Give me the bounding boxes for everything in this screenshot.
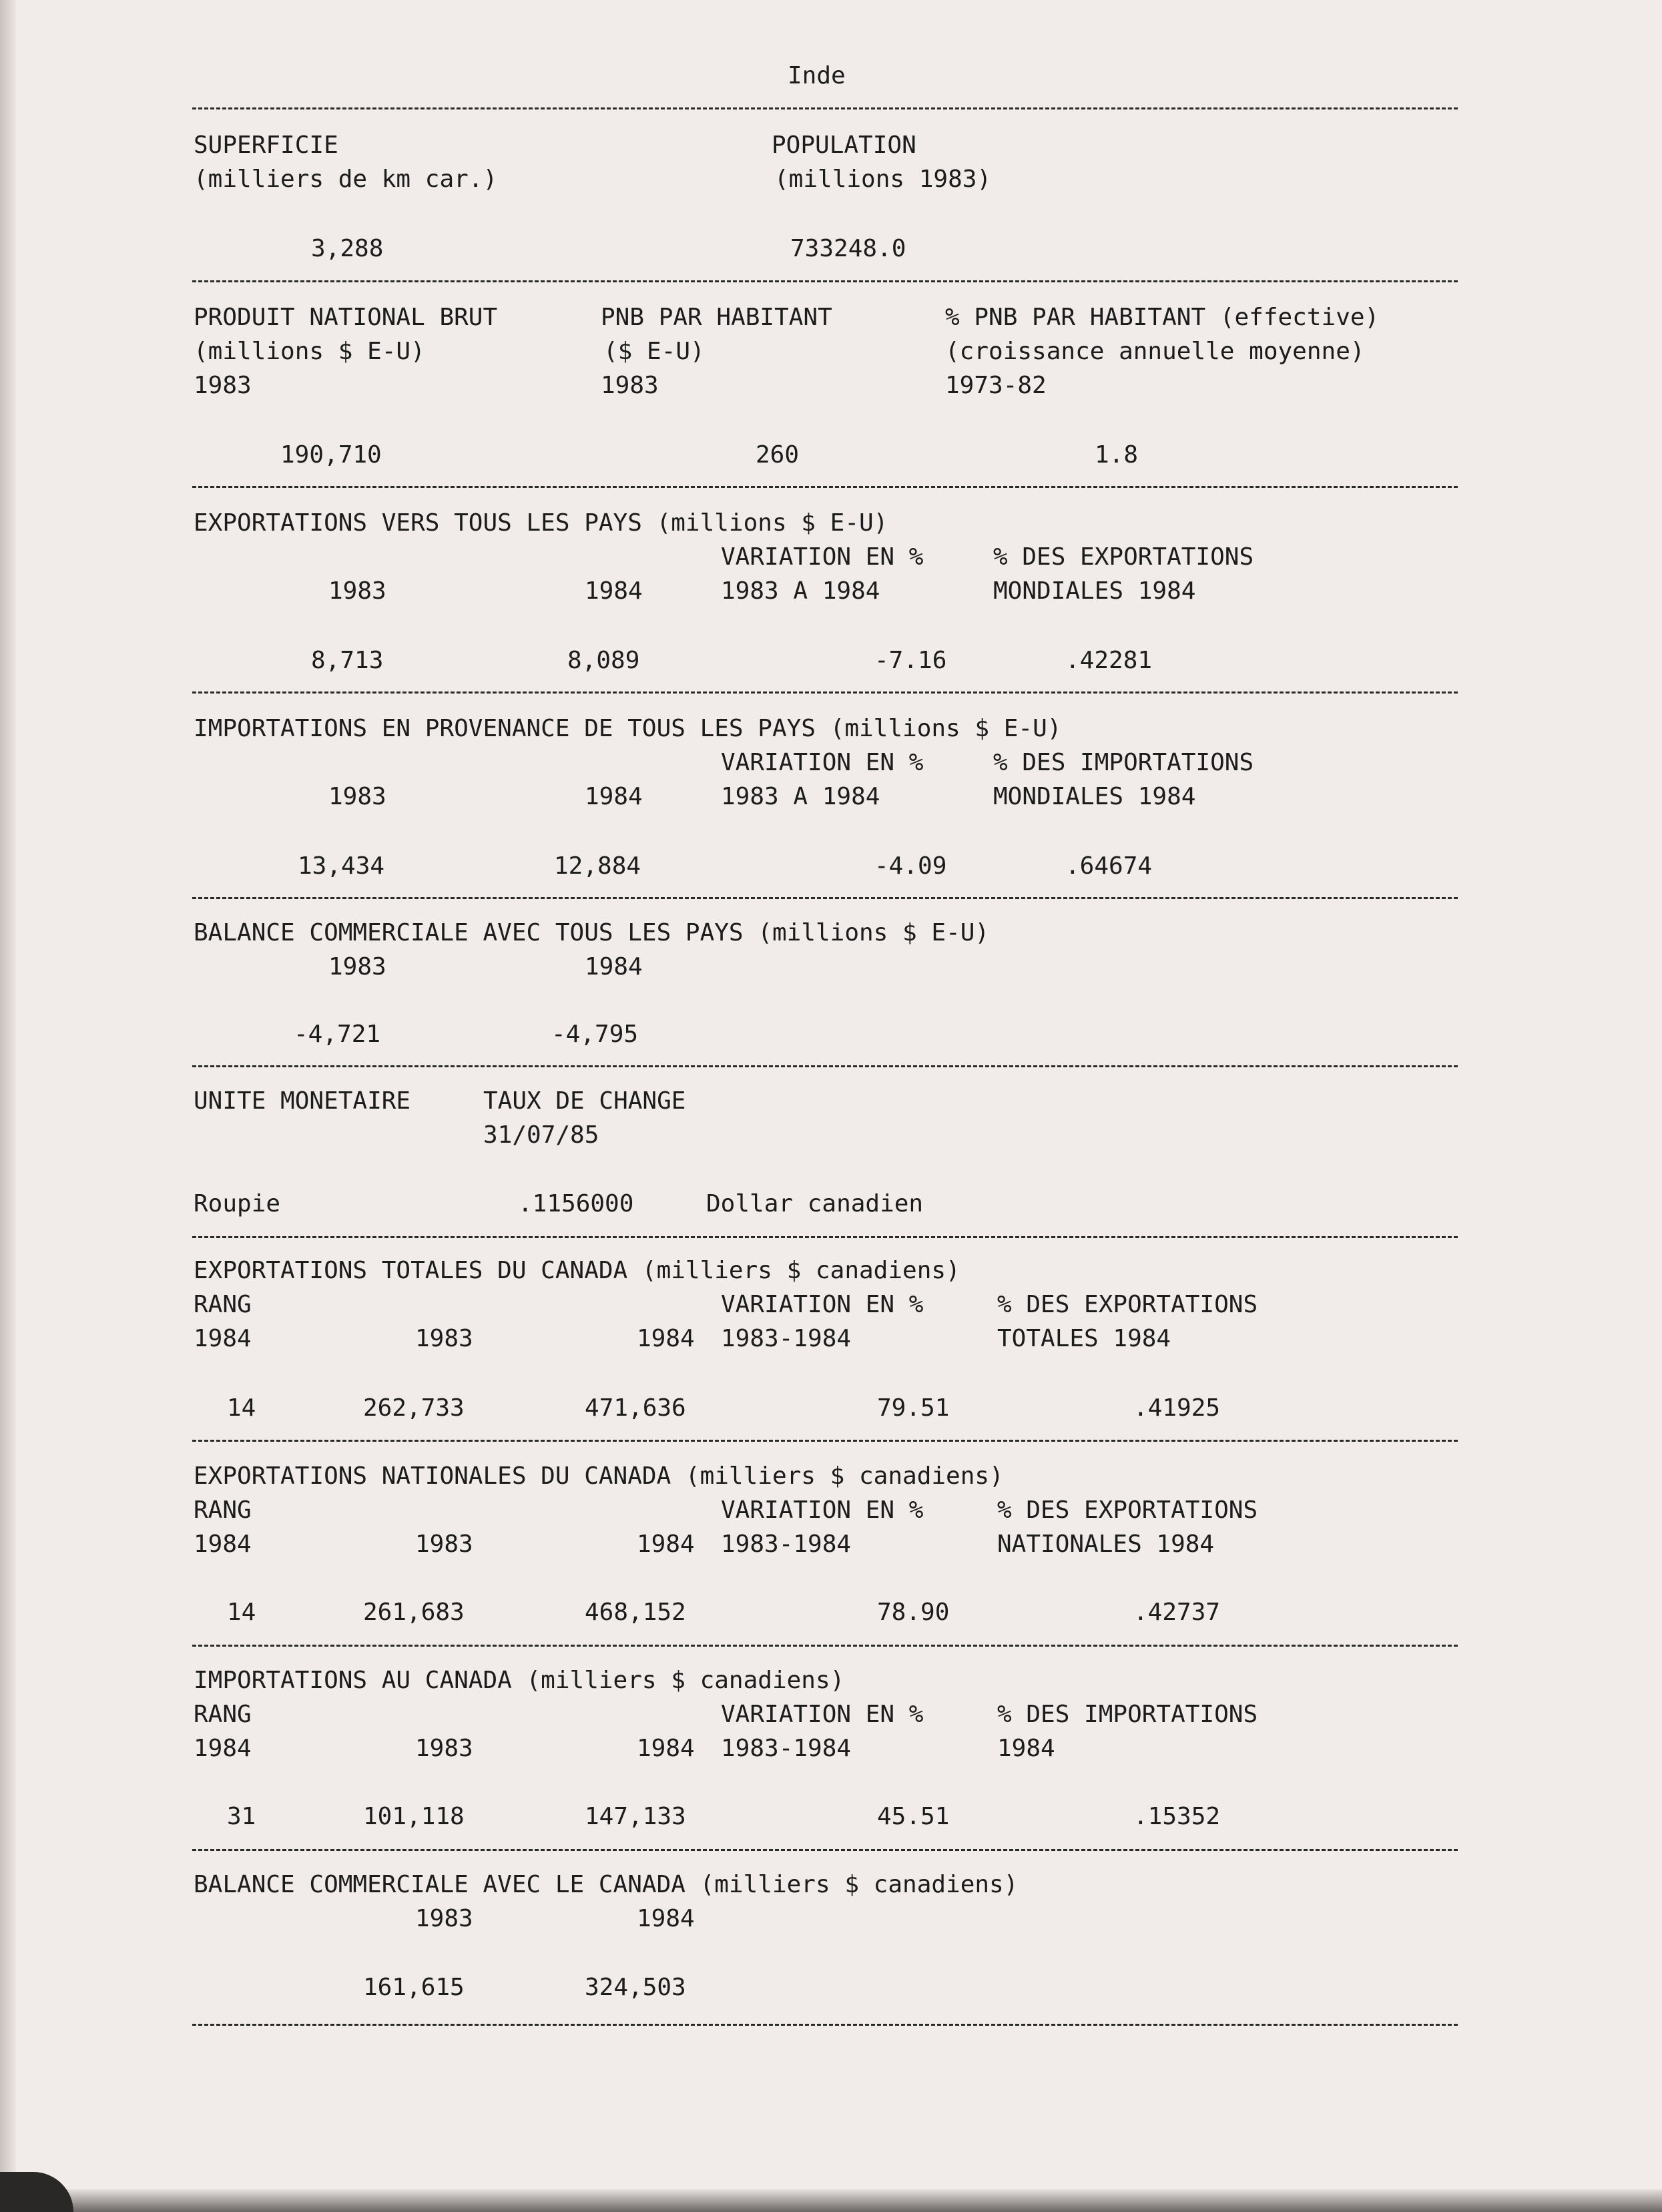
exports-canada-nat-value-1983: 261,683 (363, 1599, 465, 1626)
pnb-habitant-year: 1983 (601, 372, 659, 399)
exports-canada-total-value-1983: 262,733 (363, 1394, 465, 1422)
exports-world-value-1984: 8,089 (567, 647, 640, 674)
imports-canada-rank-header: RANG (194, 1701, 252, 1728)
imports-world-pct-header: % DES IMPORTATIONS (993, 749, 1254, 776)
exports-canada-total-rank-header: RANG (194, 1291, 252, 1318)
imports-canada-pct-header: % DES IMPORTATIONS (997, 1701, 1258, 1728)
exports-canada-total-percentage: .41925 (1133, 1394, 1221, 1422)
superficie-label: SUPERFICIE (194, 131, 338, 159)
imports-world-pct-period: MONDIALES 1984 (993, 783, 1196, 810)
exports-world-var-period: 1983 A 1984 (721, 577, 880, 605)
pnb-habitant-label: PNB PAR HABITANT (601, 304, 832, 331)
balance-world-year-1983: 1983 (328, 953, 386, 981)
exports-canada-total-pct-period: TOTALES 1984 (997, 1325, 1171, 1352)
exports-world-variation: -7.16 (874, 647, 947, 674)
exports-canada-total-year-1984: 1984 (637, 1325, 695, 1352)
pnb-growth-unit: (croissance annuelle moyenne) (945, 338, 1365, 365)
pnb-year: 1983 (194, 372, 252, 399)
imports-world-value-1984: 12,884 (554, 852, 641, 880)
exports-canada-nat-rank: 14 (227, 1599, 256, 1626)
exports-world-title: EXPORTATIONS VERS TOUS LES PAYS (millions $ E-U) (194, 509, 888, 537)
superficie-value: 3,288 (311, 235, 384, 262)
imports-canada-percentage: .15352 (1133, 1803, 1221, 1830)
pnb-unit: (millions $ E-U) (194, 338, 425, 365)
page-edge-bottom (0, 2189, 1662, 2212)
exports-canada-nat-year-1983: 1983 (415, 1531, 473, 1558)
exports-canada-total-var-period: 1983-1984 (721, 1325, 852, 1352)
exchange-rate-label: TAUX DE CHANGE (483, 1087, 686, 1115)
exports-canada-total-value-1984: 471,636 (585, 1394, 686, 1422)
balance-world-value-1983: -4,721 (294, 1021, 381, 1048)
exports-canada-total-year-1983: 1983 (415, 1325, 473, 1352)
imports-canada-rank-year: 1984 (194, 1735, 252, 1762)
imports-canada-pct-period: 1984 (997, 1735, 1055, 1762)
pnb-value: 190,710 (280, 441, 382, 469)
separator (192, 692, 1458, 694)
balance-canada-value-1983: 161,615 (363, 1974, 465, 2001)
imports-canada-value-1983: 101,118 (363, 1803, 465, 1830)
exports-canada-nat-pct-period: NATIONALES 1984 (997, 1531, 1215, 1558)
separator (192, 1236, 1458, 1238)
imports-canada-year-1984: 1984 (637, 1735, 695, 1762)
separator (192, 486, 1458, 488)
imports-canada-value-1984: 147,133 (585, 1803, 686, 1830)
exports-world-var-header: VARIATION EN % (721, 543, 924, 571)
imports-world-value-1983: 13,434 (298, 852, 385, 880)
pnb-growth-label: % PNB PAR HABITANT (effective) (945, 304, 1380, 331)
exports-world-percentage: .42281 (1065, 647, 1153, 674)
balance-world-value-1984: -4,795 (551, 1021, 639, 1048)
population-value: 733248.0 (790, 235, 906, 262)
imports-world-variation: -4.09 (874, 852, 947, 880)
superficie-unit: (milliers de km car.) (194, 166, 498, 193)
exports-world-pct-period: MONDIALES 1984 (993, 577, 1196, 605)
imports-world-title: IMPORTATIONS EN PROVENANCE DE TOUS LES PAYS (millions $ E-U) (194, 715, 1062, 742)
exports-canada-nat-value-1984: 468,152 (585, 1599, 686, 1626)
separator (192, 280, 1458, 282)
imports-canada-variation: 45.51 (877, 1803, 950, 1830)
balance-world-title: BALANCE COMMERCIALE AVEC TOUS LES PAYS (millions $ E-U) (194, 919, 990, 946)
balance-canada-title: BALANCE COMMERCIALE AVEC LE CANADA (milliers $ canadiens) (194, 1871, 1019, 1898)
imports-canada-var-header: VARIATION EN % (721, 1701, 924, 1728)
exports-canada-nat-variation: 78.90 (877, 1599, 950, 1626)
separator (192, 107, 1458, 109)
exports-canada-total-title: EXPORTATIONS TOTALES DU CANADA (milliers $ canadiens) (194, 1257, 960, 1284)
exports-world-pct-header: % DES EXPORTATIONS (993, 543, 1254, 571)
population-label: POPULATION (772, 131, 916, 159)
pnb-label: PRODUIT NATIONAL BRUT (194, 304, 498, 331)
pnb-growth-value: 1.8 (1095, 441, 1139, 469)
separator (192, 1065, 1458, 1067)
exports-canada-nat-title: EXPORTATIONS NATIONALES DU CANADA (milliers $ canadiens) (194, 1462, 1004, 1490)
balance-world-year-1984: 1984 (585, 953, 643, 981)
separator (192, 1849, 1458, 1851)
separator (192, 2024, 1458, 2026)
exports-canada-total-variation: 79.51 (877, 1394, 950, 1422)
imports-world-year-1984: 1984 (585, 783, 643, 810)
imports-world-year-1983: 1983 (328, 783, 386, 810)
imports-world-var-period: 1983 A 1984 (721, 783, 880, 810)
pnb-habitant-value: 260 (756, 441, 800, 469)
balance-canada-year-1984: 1984 (637, 1905, 695, 1932)
pnb-habitant-unit: ($ E-U) (603, 338, 705, 365)
exports-canada-nat-rank-year: 1984 (194, 1531, 252, 1558)
balance-canada-year-1983: 1983 (415, 1905, 473, 1932)
balance-canada-value-1984: 324,503 (585, 1974, 686, 2001)
imports-canada-rank: 31 (227, 1803, 256, 1830)
page-title: Inde (788, 62, 846, 89)
imports-canada-var-period: 1983-1984 (721, 1735, 852, 1762)
separator (192, 1645, 1458, 1647)
imports-canada-title: IMPORTATIONS AU CANADA (milliers $ canadiens) (194, 1667, 845, 1694)
exports-canada-total-rank: 14 (227, 1394, 256, 1422)
exports-canada-total-var-header: VARIATION EN % (721, 1291, 924, 1318)
imports-world-var-header: VARIATION EN % (721, 749, 924, 776)
exports-world-year-1983: 1983 (328, 577, 386, 605)
imports-world-percentage: .64674 (1065, 852, 1153, 880)
currency-unit-value: Roupie (194, 1190, 281, 1217)
exports-canada-nat-rank-header: RANG (194, 1496, 252, 1524)
page-edge-left (0, 0, 16, 2212)
exchange-rate-date: 31/07/85 (483, 1121, 599, 1149)
exports-canada-total-pct-header: % DES EXPORTATIONS (997, 1291, 1258, 1318)
exports-world-year-1984: 1984 (585, 577, 643, 605)
exports-canada-nat-var-header: VARIATION EN % (721, 1496, 924, 1524)
currency-unit-label: UNITE MONETAIRE (194, 1087, 411, 1115)
separator (192, 1440, 1458, 1442)
exports-canada-nat-var-period: 1983-1984 (721, 1531, 852, 1558)
page-corner (0, 2172, 73, 2212)
exchange-rate-value: .1156000 (518, 1190, 634, 1217)
exchange-rate-currency: Dollar canadien (706, 1190, 924, 1217)
exports-canada-nat-percentage: .42737 (1133, 1599, 1221, 1626)
exports-canada-total-rank-year: 1984 (194, 1325, 252, 1352)
exports-canada-nat-year-1984: 1984 (637, 1531, 695, 1558)
exports-world-value-1983: 8,713 (311, 647, 384, 674)
imports-canada-year-1983: 1983 (415, 1735, 473, 1762)
exports-canada-nat-pct-header: % DES EXPORTATIONS (997, 1496, 1258, 1524)
separator (192, 897, 1458, 899)
pnb-growth-year: 1973-82 (945, 372, 1047, 399)
population-unit: (millions 1983) (774, 166, 992, 193)
